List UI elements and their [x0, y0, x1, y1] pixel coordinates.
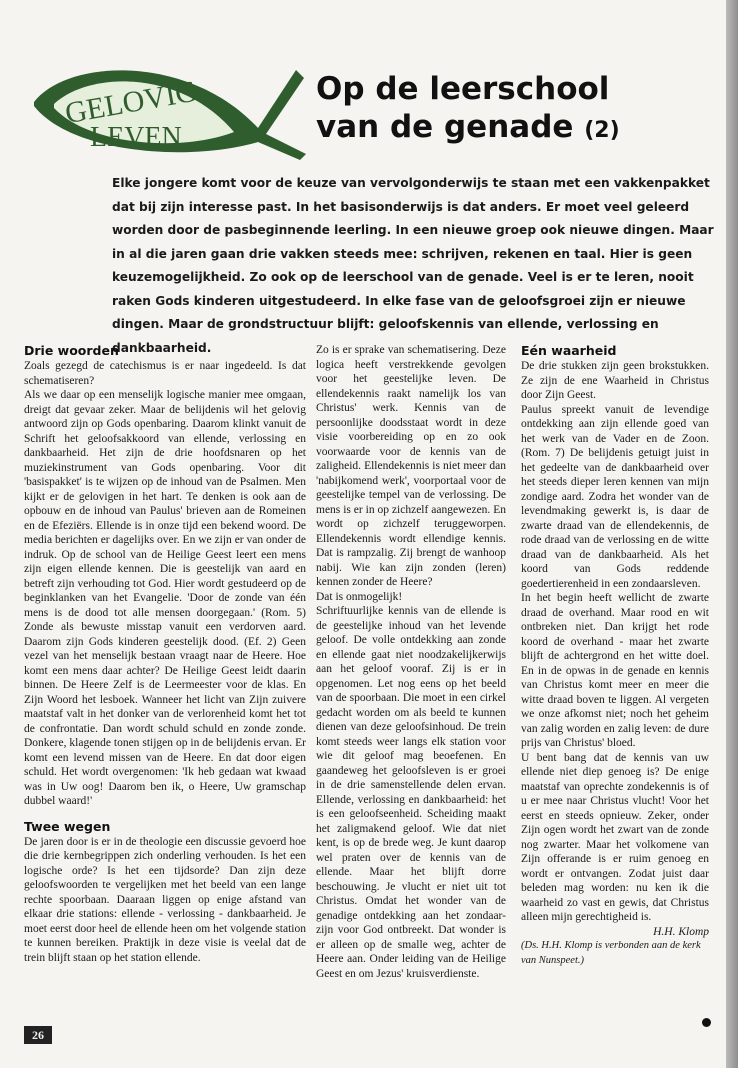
title-line-2: van de genade [316, 109, 574, 145]
logo-text-bottom: LEVEN [90, 122, 182, 153]
title-line-1: Op de leerschool [316, 71, 610, 107]
paragraph: Dat is onmogelijk! [316, 590, 403, 603]
page-number: 26 [24, 1026, 52, 1044]
paragraph: In het begin heeft wellicht de zwarte draad de overhand. Maar rood en wit ontbreken niet. Dan krijgt het rode koord de overhand - maar het zwarte blijft de achtergrond en het witte doel. En in de opwas in de genade en kennis van Christus komt meer en meer die witte draad boven te liggen. Al vergeten we onze afkomst niet; noch het geheim van zalig worden en zalig leven: de dure prijs van Christus' bloed. [521, 592, 709, 749]
logo-text-top: GELOVIG [62, 74, 200, 131]
paragraph: De jaren door is er in de theologie een discussie gevoerd hoe die drie kernbegrippen zich onderling verhouden. Is het een logische orde? Is het een tijdsorde? Dan zijn deze geloofswoorden te vergelijken met het beeld van een lange rechte spoorbaan. Daaraan liggen op enige afstand van elkaar drie stations: ellende - verlossing - dankbaarheid. Je moet eerst door heel de ellende heen om het volgende station te kunnen bereiken. Praktijk in deze visie is veelal dat de trein blijft staan op het station ellende. [24, 835, 306, 964]
page-spine [726, 0, 738, 1068]
column-2 [316, 343, 506, 1023]
bullet-dot-icon [702, 1018, 711, 1027]
paragraph: Schriftuurlijke kennis van de ellende is de geestelijke inhoud van het levende geloof. De volle ontdekking aan zonde en ellende gaat niet noodzakelijkerwijs aan het geloof vooraf. Zij is er in opgenomen. Let nog eens op het beeld van de spoorbaan. Die moet in een cirkel gedacht worden om als beeld te kunnen dienen van deze geloofsinhoud. De trein komt steeds weer langs elk station voor wie dit geloof mag beoefenen. En gaandeweg het geloofsleven is er groei in de drie samenstellende delen ervan. Ellende, verlossing en dankbaarheid: het is een geloofseenheid. Scheiding maakt het zaligmakend geloof. Wie dat niet kent, is op de brede weg. Je kunt daarop wel praten over de kennis van de ellende. Maar het blijft dorre beschouwing. Je vlucht er niet uit tot Christus. Omdat het wonder van de genadige ontdekking aan het zondaar-zijn voor God ontbreekt. Dat wonder is er alleen op de smalle weg, achter de Heere aan. Onder leiding van de Heilige Geest en om Jezus' kruisverdienste. [316, 605, 506, 980]
heading-een-waarheid: Eén waarheid [521, 343, 617, 358]
title-part-number: (2) [584, 118, 620, 143]
article-title [316, 70, 696, 150]
column-1 [24, 343, 306, 1023]
author-signature: H.H. Klomp [653, 925, 709, 938]
column-3 [521, 343, 709, 1023]
paragraph: De drie stukken zijn geen brokstukken. Ze zijn de ene Waarheid in Christus door Zijn Geest. [521, 360, 709, 401]
paragraph: Paulus spreekt vanuit de levendige ontdekking aan zijn ellende goed van het werk van de Vader en de Zoon. (Rom. 7) De belijdenis getuigt juist in het gedeelte van de dankbaarheid over het steeds dieper leren kennen van mijn zondige aard. Zodra het wonder van de levendmaking gewerkt is, is daar de zwarte draad van de ellendekennis, de rode draad van de verlossing en de witte draad van de dankbaarheid. Als het koord van Gods reddende goedertierenheid in een zondaarsleven. [521, 403, 709, 590]
paragraph: Zo is er sprake van schematisering. Deze logica heeft verstrekkende gevolgen voor het geestelijke leven. De ellendekennis raakt namelijk los van Christus' werk. Kennis van de persoonlijke doodsstaat wordt in deze visie voorbereiding op en zo ook voorwaarde voor de kennis van de zaligheid. Ellendekennis is niet meer dan 'nabijkomend werk', voorportaal voor de geestelijke tempel van de verlossing. De mens is er in op zichzelf aangewezen. En wordt op zichzelf teruggeworpen. Ellendekennis wordt ellendige kennis. Dat is rampzalig. Zij brengt de wanhoop nabij. Wie kan zijn zonden (leren) kennen zonder de Heere? [316, 344, 506, 588]
ichthys-fish-icon [20, 50, 310, 160]
author-note: (Ds. H.H. Klomp is verbonden aan de kerk van Nunspeet.) [521, 940, 701, 966]
heading-drie-woorden: Drie woorden [24, 343, 119, 358]
paragraph: U bent bang dat de kennis van uw ellende niet diep genoeg is? De enige maatstaf van oprechte zondekennis is of u er mee naar Christus vlucht! Voor het eerst en steeds opnieuw. Zeker, onder Zijn ogen wordt het zwart van de zonde nog zwarter. Maar het volkomene van Zijn offerande is er ruim genoeg en wordt er ontvangen. Zodat juist daar beleden mag worden: nu ken ik die waarheid zo vast en gewis, dat Christus alleen mijn gerechtigheid is. [521, 751, 709, 923]
paragraph: Zoals gezegd de catechismus is er naar ingedeeld. Is dat schematiseren? [24, 360, 306, 387]
heading-twee-wegen: Twee wegen [24, 818, 111, 834]
paragraph: Als we daar op een menselijk logische manier mee omgaan, dreigt dat gevaar zeker. Maar de belijdenis wil het gelovig antwoord zijn op Gods openbaring. Daarom klinkt vanuit de Schrift het geloofsakkoord van ellende, verlossing en dankbaarheid. Het zijn de drie hoofdsnaren op het muziekinstrument van Gods openbaring. Voor dit 'basispakket' is te wijzen op de inhoud van de Psalmen. Men kijkt er de gelovigen in het hart. Te denken is ook aan de opbouw en de inhoud van Paulus' brieven aan de Romeinen en de Efeziërs. Ellende is in onze tijd een bekend woord. De media berichten er dagelijks over. En we zijn er van onder de indruk. Op de school van de Heilige Geest leert een mens zijn eigen ellende kennen. Die is geestelijk van aard en betreft zijn verhouding tot God. Hier wordt gestudeerd op de beginklanken van het Evangelie. 'Door de zonde van één mens is de dood tot alle mensen doorgegaan.' (Rom. 5) Zonde als bewuste misstap vanuit een verdorven aard. Daarom zijn Gods kinderen geestelijk dood. (Ef. 2) Geen vezel van het menselijk bestaan vraagt naar de Heere. Hoe komt een mens daar achter? De Heilige Geest leidt daarin binnen. De Heere Zelf is de Leermeester voor de klas. En Zijn Woord het lesboek. Wanneer het licht van Zijn zuivere maatstaf valt in het donker van de verlorenheid komt het tot de confrontatie. Dan wordt schuld schuld en zonde zonde. Donkere, klagende tonen stijgen op in de belijdenis ervan. Er komt een levend missen van de Heere. En dat door eigen schuld. Het wordt overgenomen: 'Ik heb gedaan wat kwaad was in Uw oog! Daarom ben ik, o Heere, Uw gramschap dubbel waard!' [24, 389, 306, 807]
intro-paragraph: Elke jongere komt voor de keuze van vervolgonderwijs te staan met een vakkenpakket dat bij zijn interesse past. In het basisonderwijs is dat anders. Er moet veel geleerd worden door de pasbeginnende leerling. In een nieuwe groep ook nieuwe dingen. Maar in al die jaren gaan drie vakken steeds mee: schrijven, rekenen en taal. Hier is geen keuzemogelijkheid. Zo ook op de leerschool van de genade. Veel is er te leren, nooit raken Gods kinderen uitgestudeerd. In elke fase van de geloofsgroei zijn er nieuwe dingen. Maar de grondstructuur blijft: geloofskennis van ellende, verlossing en dankbaarheid. [112, 176, 714, 355]
